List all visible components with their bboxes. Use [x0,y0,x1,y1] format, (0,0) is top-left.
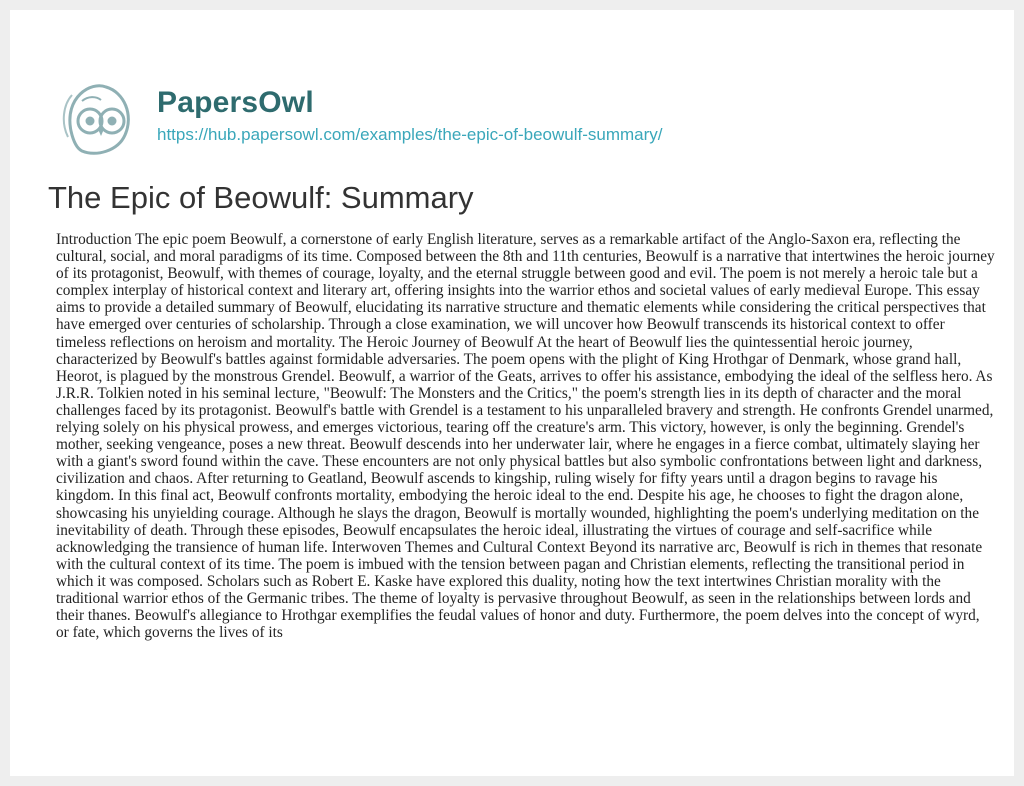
brand-name: PapersOwl [157,86,314,119]
site-header [48,60,1008,150]
page-title: The Epic of Beowulf: Summary [48,180,474,215]
owl-logo-graphic [58,77,138,157]
essay-body-text: Introduction The epic poem Beowulf, a cornerstone of early English literature, serves as a remarkable artifact of the Anglo-Saxon era, reflecting the cultural, social, and moral paradigms of its time. Composed between the 8th and 11th centuries, Beowulf is a narrative that intertwines the heroic journey of its protagonist, Beowulf, with themes of courage, loyalty, and the eternal struggle between good and evil. The poem is not merely a heroic tale but a complex interplay of historical context and literary art, offering insights into the warrior ethos and societal values of early medieval Europe. This essay aims to provide a detailed summary of Beowulf, elucidating its narrative structure and thematic elements while considering the critical perspectives that have emerged over centuries of scholarship. Through a close examination, we will uncover how Beowulf transcends its historical context to offer timeless reflections on heroism and mortality. The Heroic Journey of Beowulf At the heart of Beowulf lies the quintessential heroic journey, characterized by Beowulf's battles against formidable adversaries. The poem opens with the plight of King Hrothgar of Denmark, whose grand hall, Heorot, is plagued by the monstrous Grendel. Beowulf, a warrior of the Geats, arrives to offer his assistance, embodying the ideal of the selfless hero. As J.R.R. Tolkien noted in his seminal lecture, "Beowulf: The Monsters and the Critics," the poem's strength lies in its depth of character and the moral challenges faced by its protagonist. Beowulf's battle with Grendel is a testament to his unparalleled bravery and strength. He confronts Grendel unarmed, relying solely on his physical prowess, and emerges victorious, tearing off the creature's arm. This victory, however, is only the beginning. Grendel's mother, seeking vengeance, poses a new threat. Beowulf descends into her underwater lair, where he engages in a fierce combat, ultimately slaying her with a giant's sword found within the cave. These encounters are not only physical battles but also symbolic confrontations between light and darkness, civilization and chaos. After returning to Geatland, Beowulf ascends to kingship, ruling wisely for fifty years until a dragon begins to ravage his kingdom. In this final act, Beowulf confronts mortality, embodying the heroic ideal to the end. Despite his age, he chooses to fight the dragon alone, showcasing his unyielding courage. Although he slays the dragon, Beowulf is mortally wounded, highlighting the poem's underlying meditation on the inevitability of death. Through these episodes, Beowulf encapsulates the heroic ideal, illustrating the virtues of courage and self-sacrifice while acknowledging the transience of human life. Interwoven Themes and Cultural Context Beyond its narrative arc, Beowulf is rich in themes that resonate with the cultural context of its time. The poem is imbued with the tension between pagan and Christian elements, reflecting the transitional period in which it was composed. Scholars such as Robert E. Kaske have explored this duality, noting how the text intertwines Christian morality with the traditional warrior ethos of the Germanic tribes. The theme of loyalty is pervasive throughout Beowulf, as seen in the relationships between lords and their thanes. Beowulf's allegiance to Hrothgar exemplifies the feudal values of honor and duty. Furthermore, the poem delves into the concept of wyrd, or fate, which governs the lives of its [56,231,995,642]
owl-logo-icon [58,77,138,157]
page-url-link[interactable]: https://hub.papersowl.com/examples/the-epic-of-beowulf-summary/ [157,125,663,144]
